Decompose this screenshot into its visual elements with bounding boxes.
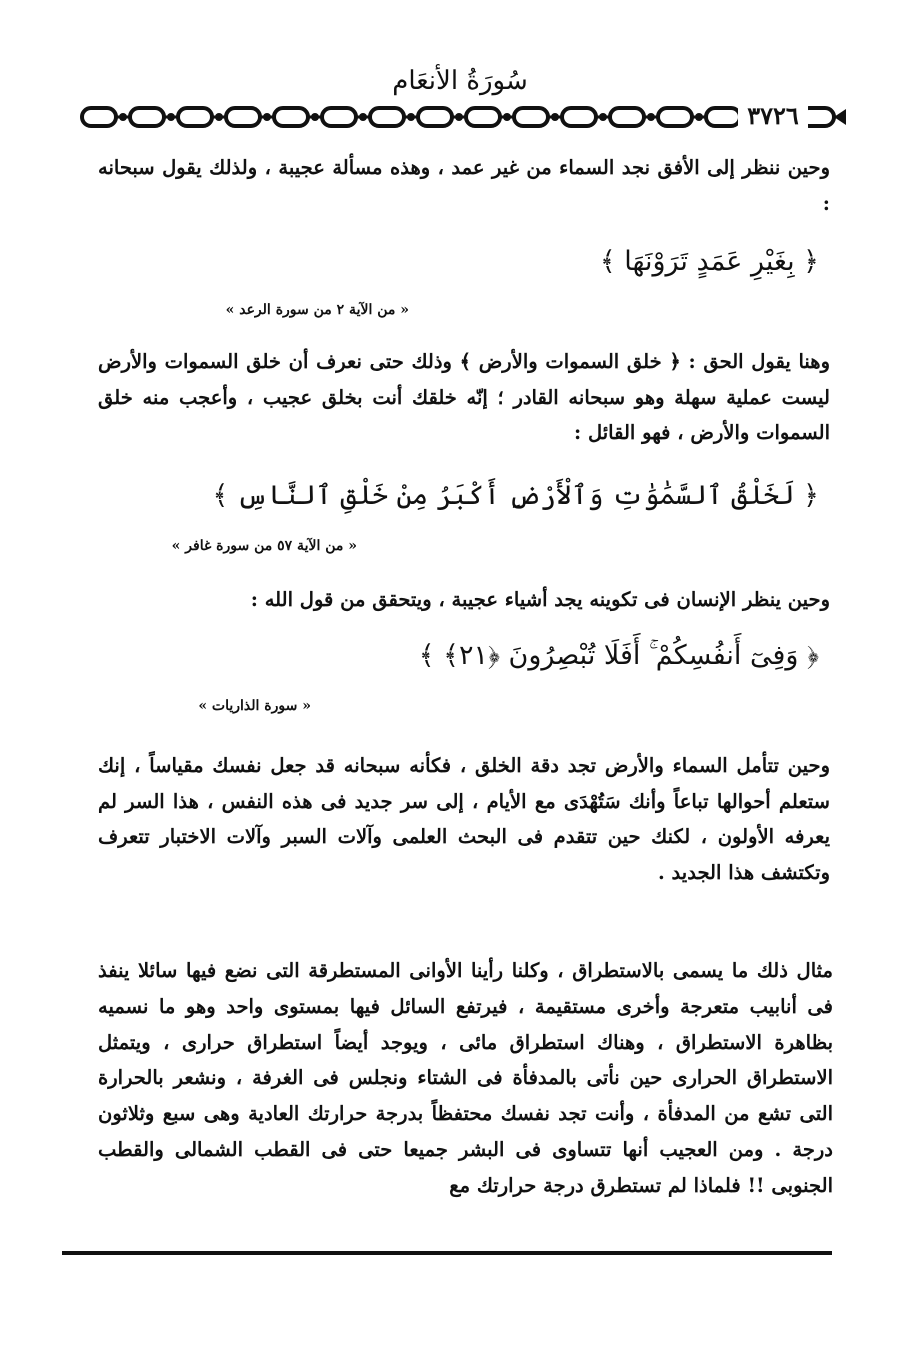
quran-verse-3: ﴿ وَفِىٓ أَنفُسِكُمْ ۚ أَفَلَا تُبْصِرُونَ ﴿٢١﴾ ﴾ (418, 640, 819, 671)
paragraph-5: مثال ذلك ما يسمى بالاستطراق ، وكلنا رأينا الأوانى المستطرقة التى نضع فيها سائلا ينفذ فى أنابيب متعرجة وأخرى مستقيمة ، فيرتفع السائل فيها بمستوى واحد وهو ما نسميه بظاهرة الاستطراق ، وهناك استطراق مائى ، ويوجد أيضاً استطراق حرارى ، ويتمثل الاستطراق الحرارى حين نأتى بالمدفأة فى الشتاء ونجلس فى الغرفة ، ونشعر بالحرارة التى تشع من المدفأة ، وأنت تجد نفسك محتفظاً بدرجة حرارتك العادية وهى سبع وثلاثون درجة . ومن العجيب أنها تتساوى فى البشر جميعا حتى فى القطب الشمالى والقطب الجنوبى !! فلماذا لم تستطرق درجة حرارتك مع (98, 959, 833, 1197)
page-number: ٣٧٢٦ (738, 101, 808, 130)
verse-reference-2: « من الآية ٥٧ من سورة غافر » (171, 538, 357, 554)
ornamental-header-border (78, 100, 848, 134)
paragraph-2: وهنا يقول الحق : ﴿ خلق السموات والأرض ﴾ وذلك حتى نعرف أن خلق السموات والأرض ليست عملية سهلة وهو سبحانه القادر ؛ إنّه خلقك أنت بخلق عجيب ، وأعجب منه خلق السموات والأرض ، فهو القائل : (98, 350, 830, 444)
quran-verse-2: ﴿ لَخَلْقُ ٱلسَّمَٰوَٰتِ وَٱلْأَرْضِ أَكْبَرُ مِنْ خَلْقِ ٱلنَّاسِ ﴾ (212, 480, 819, 511)
surah-title: سُورَةُ الأنعَام (392, 66, 528, 96)
paragraph-1: وحين ننظر إلى الأفق نجد السماء من غير عمد ، وهذه مسألة عجيبة ، ولذلك يقول سبحانه : (98, 156, 830, 215)
paragraph-4: وحين تتأمل السماء والأرض تجد دقة الخلق ، فكأنه سبحانه قد جعل نفسك مقياساً ، إنك ستعلم أحوالها تباعاً وأنك سَتُهْدَى مع الأيام ، إلى سر جديد فى هذه النفس ، هذا السر لم يعرفه الأولون ، لكنك حين تتقدم فى البحث العلمى وآلات السبر وآلات الاختبار تتعرف وتكتشف هذا الجديد . (98, 754, 830, 884)
quran-verse-1: ﴿ بِغَيْرِ عَمَدٍ تَرَوْنَهَا ﴾ (599, 246, 819, 277)
verse-reference-1: « من الآية ٢ من سورة الرعد » (225, 302, 409, 318)
footer-rule (62, 1251, 832, 1255)
paragraph-3: وحين ينظر الإنسان فى تكوينه يجد أشياء عجيبة ، ويتحقق من قول الله : (250, 588, 830, 611)
verse-reference-3: « سورة الذاريات » (198, 698, 311, 714)
